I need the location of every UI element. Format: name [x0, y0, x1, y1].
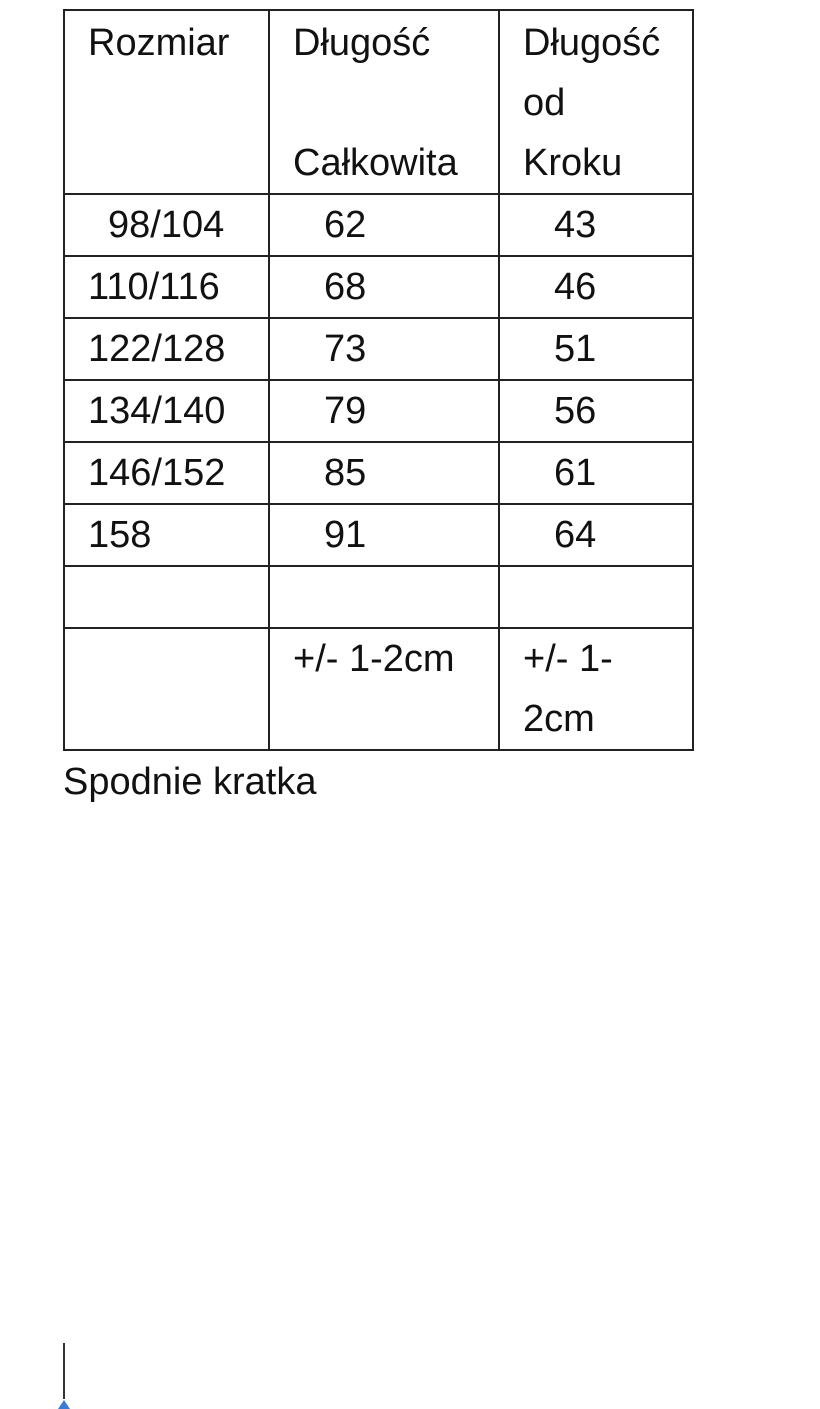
cell-text — [293, 576, 324, 618]
size-table — [63, 9, 694, 751]
cell-text: 73 — [324, 328, 367, 370]
table-row — [64, 194, 693, 256]
table-cell — [64, 380, 269, 442]
table-row — [64, 380, 693, 442]
header-text — [293, 73, 498, 133]
cell-text: 91 — [324, 514, 367, 556]
table-cell — [269, 504, 499, 566]
cell-text: 68 — [324, 266, 367, 308]
table-cell — [499, 504, 693, 566]
cell-text: 85 — [324, 452, 367, 494]
table-row — [64, 318, 693, 380]
cell-text: 43 — [554, 204, 597, 246]
table-cell — [64, 504, 269, 566]
table-row — [64, 442, 693, 504]
table-cell — [269, 442, 499, 504]
table-cell — [269, 566, 499, 628]
table-cell — [269, 318, 499, 380]
table-cell — [269, 380, 499, 442]
header-text: Długość — [293, 22, 431, 64]
table-cell — [269, 194, 499, 256]
cell-text: 51 — [554, 328, 597, 370]
cell-text: 79 — [324, 390, 367, 432]
cell-text: 110/116 — [88, 266, 220, 308]
cell-text: 98/104 — [108, 204, 225, 246]
header-text: Rozmiar — [88, 22, 230, 64]
table-cell: +/- 1-2cm — [269, 628, 499, 750]
cell-text — [523, 576, 554, 618]
cell-text: 122/128 — [88, 328, 226, 370]
table-cell — [499, 380, 693, 442]
header-text: Kroku — [523, 142, 623, 184]
table-header-row — [64, 10, 693, 194]
caption-text: Spodnie kratka — [63, 761, 317, 803]
cell-text: 146/152 — [88, 452, 226, 494]
table-cell — [269, 256, 499, 318]
table-cell — [499, 566, 693, 628]
header-size — [64, 10, 269, 194]
table-row — [64, 256, 693, 318]
table-cell — [499, 256, 693, 318]
table-cell — [499, 628, 693, 750]
table-cell — [499, 442, 693, 504]
header-inseam-length — [499, 10, 693, 194]
cell-text: 158 — [88, 514, 152, 556]
table-cell — [64, 194, 269, 256]
cell-text: +/- 1- — [523, 638, 613, 680]
header-total-length — [269, 10, 499, 194]
header-text: Całkowita — [293, 142, 458, 184]
table-cell — [499, 318, 693, 380]
table-cell — [64, 318, 269, 380]
table-cell — [64, 566, 269, 628]
cell-text: 46 — [554, 266, 597, 308]
table-cell — [64, 256, 269, 318]
table-row — [64, 566, 693, 628]
header-text: od — [523, 82, 566, 124]
tolerance-row — [64, 628, 693, 750]
cell-text: 2cm — [523, 698, 595, 740]
cell-text: 134/140 — [88, 390, 226, 432]
header-text: Długość — [523, 22, 661, 64]
cell-text: 61 — [554, 452, 597, 494]
selection-handle-icon[interactable] — [58, 1400, 70, 1409]
table-row — [64, 504, 693, 566]
table-cell — [499, 194, 693, 256]
table-cell — [64, 442, 269, 504]
text-cursor — [63, 1343, 65, 1399]
cell-text: 62 — [324, 204, 367, 246]
cell-text: 64 — [554, 514, 597, 556]
table-cell — [64, 628, 269, 750]
cell-text: 56 — [554, 390, 597, 432]
